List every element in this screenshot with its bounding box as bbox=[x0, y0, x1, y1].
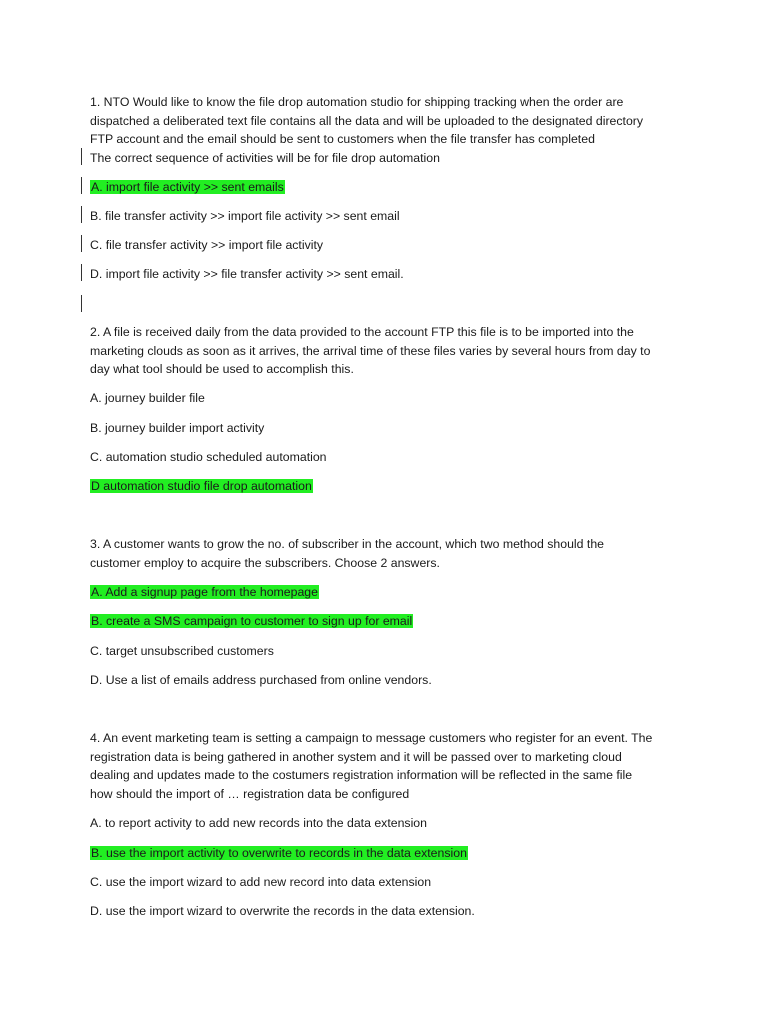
q3-option-a bbox=[90, 584, 319, 600]
q4-stem-line-1: 4. An event marketing team is setting a campaign to message customers who register for an event. The bbox=[90, 731, 653, 745]
q1-option-a-highlight: A. import file activity >> sent emails bbox=[91, 180, 284, 194]
q3-option-d: D. Use a list of emails address purchased from online vendors. bbox=[90, 673, 432, 687]
q1-option-d: D. import file activity >> file transfer activity >> sent email. bbox=[90, 267, 404, 281]
q2-stem-line-3: day what tool should be used to accomplish this. bbox=[90, 362, 354, 376]
revision-bar bbox=[81, 177, 82, 194]
q2-stem-line-1: 2. A file is received daily from the data provided to the account FTP this file is to be imported into the bbox=[90, 325, 634, 339]
q2-option-d-highlight: D automation studio file drop automation bbox=[91, 479, 312, 493]
q3-option-b-highlight: B. create a SMS campaign to customer to sign up for email bbox=[91, 614, 413, 628]
q3-option-c: C. target unsubscribed customers bbox=[90, 644, 274, 658]
q1-option-b: B. file transfer activity >> import file activity >> sent email bbox=[90, 209, 400, 223]
q3-option-b bbox=[90, 613, 413, 629]
q1-stem-line-2: dispatched a deliberated text file contains all the data and will be uploaded to the designated directory bbox=[90, 114, 644, 128]
q4-stem-line-4: how should the import of … registration data be configured bbox=[90, 787, 410, 801]
revision-bar bbox=[81, 264, 82, 281]
q1-option-c: C. file transfer activity >> import file activity bbox=[90, 238, 324, 252]
q4-option-b-highlight: B. use the import activity to overwrite to records in the data extension bbox=[91, 846, 467, 860]
q4-stem-line-3: dealing and updates made to the costumers registration information will be reflected in the same file bbox=[90, 768, 633, 782]
q4-option-c: C. use the import wizard to add new record into data extension bbox=[90, 875, 432, 889]
q2-option-d bbox=[90, 478, 313, 494]
q2-option-a: A. journey builder file bbox=[90, 391, 205, 405]
q3-stem-line-1: 3. A customer wants to grow the no. of subscriber in the account, which two method should the bbox=[90, 537, 605, 551]
q4-stem-line-2: registration data is being gathered in another system and it will be passed over to marketing cloud bbox=[90, 750, 622, 764]
q1-option-a bbox=[90, 179, 285, 195]
q2-stem-line-2: marketing clouds as soon as it arrives, the arrival time of these files varies by several hours from day to bbox=[90, 344, 651, 358]
q1-stem-line-1: 1. NTO Would like to know the file drop automation studio for shipping tracking when the order are bbox=[90, 95, 624, 109]
q3-option-a-highlight: A. Add a signup page from the homepage bbox=[91, 585, 318, 599]
q1-stem-line-4: The correct sequence of activities will be for file drop automation bbox=[90, 151, 440, 165]
q2-option-b: B. journey builder import activity bbox=[90, 421, 265, 435]
q4-option-a: A. to report activity to add new records into the data extension bbox=[90, 816, 427, 830]
revision-bar bbox=[81, 295, 82, 312]
revision-bar bbox=[81, 148, 82, 165]
q4-option-b bbox=[90, 845, 468, 861]
q4-option-d: D. use the import wizard to overwrite the records in the data extension. bbox=[90, 904, 475, 918]
revision-bar bbox=[81, 206, 82, 223]
q1-stem-line-3: FTP account and the email should be sent to customers when the file transfer has completed bbox=[90, 132, 595, 146]
q3-stem-line-2: customer employ to acquire the subscribers. Choose 2 answers. bbox=[90, 556, 440, 570]
revision-bar bbox=[81, 235, 82, 252]
q2-option-c: C. automation studio scheduled automation bbox=[90, 450, 327, 464]
